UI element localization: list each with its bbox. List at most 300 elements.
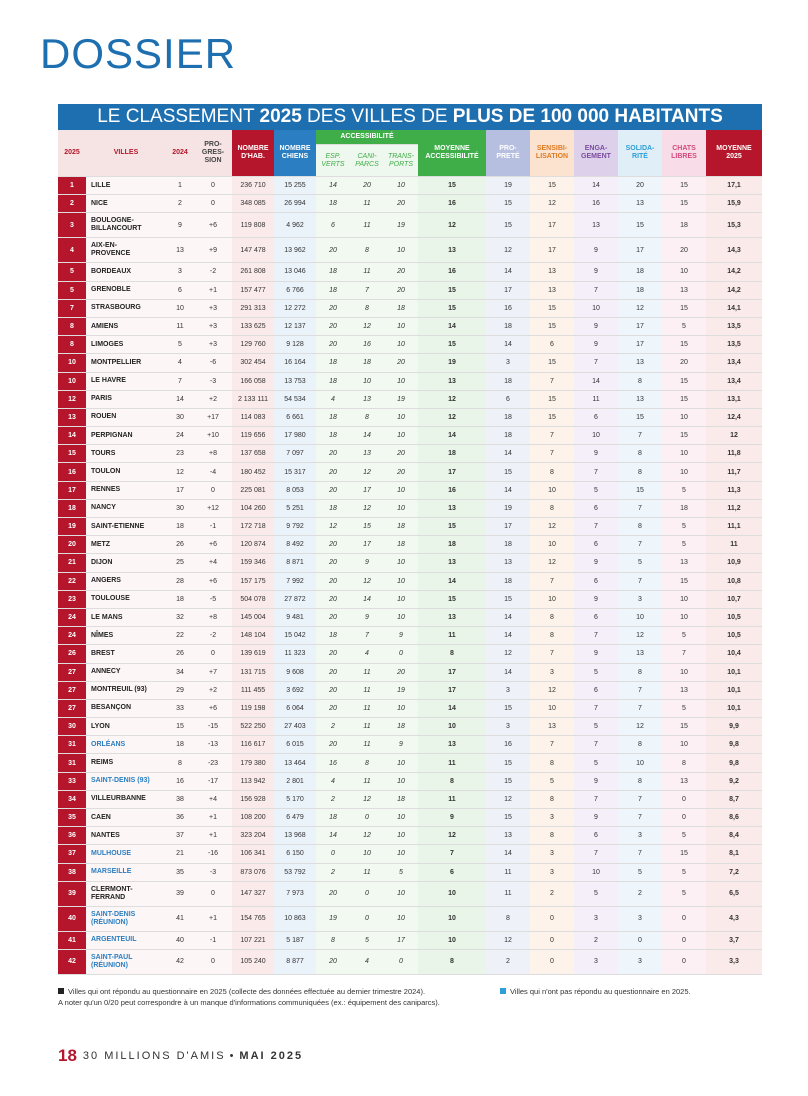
table-row [58,238,762,263]
moyenne-accessibilite-cell: 18 [418,536,486,554]
moyenne-accessibilite-cell: 11 [418,754,486,772]
solidarite-cell: 7 [618,499,662,517]
city-cell: PARIS [86,390,166,408]
proprete-cell: 8 [486,906,530,931]
moyenne-accessibilite-cell: 8 [418,949,486,974]
chiens-cell: 9 792 [274,518,316,536]
chats-libres-cell: 5 [662,627,706,645]
rank-cell: 42 [58,949,86,974]
caniparcs-cell: 12 [350,499,384,517]
rank-cell: 12 [58,390,86,408]
progression-cell: +2 [194,390,232,408]
moyenne-2025-cell: 11,1 [706,518,762,536]
banner-year: 2025 [259,106,302,127]
progression-cell: -23 [194,754,232,772]
transports-cell: 10 [384,572,418,590]
esp-verts-cell: 6 [316,213,350,238]
solidarite-cell: 8 [618,445,662,463]
progression-cell: +7 [194,663,232,681]
chats-libres-cell: 13 [662,281,706,299]
rank-2024-cell: 8 [166,754,194,772]
city-cell: AMIENS [86,317,166,335]
sensibilisation-cell: 3 [530,663,574,681]
transports-cell: 10 [384,427,418,445]
sensibilisation-cell: 15 [530,354,574,372]
caniparcs-cell: 9 [350,554,384,572]
solidarite-cell: 5 [618,554,662,572]
city-cell: LE HAVRE [86,372,166,390]
sensibilisation-cell: 10 [530,536,574,554]
habitants-cell: 236 710 [232,177,274,195]
caniparcs-cell: 18 [350,354,384,372]
progression-cell: -3 [194,863,232,881]
rank-2024-cell: 26 [166,645,194,663]
solidarite-cell: 13 [618,354,662,372]
progression-cell: -15 [194,718,232,736]
moyenne-accessibilite-cell: 11 [418,627,486,645]
sensibilisation-cell: 6 [530,336,574,354]
progression-cell: -6 [194,354,232,372]
transports-cell: 10 [384,336,418,354]
solidarite-cell: 3 [618,906,662,931]
proprete-cell: 12 [486,238,530,263]
esp-verts-cell: 20 [316,663,350,681]
moyenne-2025-cell: 13,4 [706,354,762,372]
chiens-cell: 15 255 [274,177,316,195]
caniparcs-cell: 0 [350,881,384,906]
chats-libres-cell: 15 [662,718,706,736]
table-row [58,336,762,354]
esp-verts-cell: 20 [316,445,350,463]
rank-cell: 27 [58,681,86,699]
habitants-cell: 2 133 111 [232,390,274,408]
table-row [58,554,762,572]
moyenne-2025-cell: 11,7 [706,463,762,481]
proprete-cell: 6 [486,390,530,408]
table-row [58,931,762,949]
chats-libres-cell: 15 [662,572,706,590]
esp-verts-cell: 2 [316,863,350,881]
caniparcs-cell: 11 [350,663,384,681]
chats-libres-cell: 15 [662,195,706,213]
chats-libres-cell: 10 [662,263,706,281]
rank-2024-cell: 38 [166,790,194,808]
solidarite-cell: 8 [618,772,662,790]
chiens-cell: 13 753 [274,372,316,390]
city-cell: LIMOGES [86,336,166,354]
chiens-cell: 13 046 [274,263,316,281]
rank-2024-cell: 17 [166,481,194,499]
esp-verts-cell: 20 [316,949,350,974]
progression-cell: -3 [194,372,232,390]
habitants-cell: 119 656 [232,427,274,445]
table-row [58,881,762,906]
moyenne-2025-cell: 10,9 [706,554,762,572]
solidarite-cell: 2 [618,881,662,906]
transports-cell: 19 [384,681,418,699]
chiens-cell: 8 053 [274,481,316,499]
sensibilisation-cell: 15 [530,177,574,195]
sensibilisation-cell: 8 [530,463,574,481]
rank-cell: 24 [58,608,86,626]
engagement-cell: 7 [574,463,618,481]
chats-libres-cell: 5 [662,481,706,499]
transports-cell: 18 [384,518,418,536]
rank-2024-cell: 18 [166,518,194,536]
moyenne-2025-cell: 11,2 [706,499,762,517]
solidarite-cell: 15 [618,481,662,499]
engagement-cell: 5 [574,663,618,681]
moyenne-accessibilite-cell: 10 [418,881,486,906]
city-cell: PERPIGNAN [86,427,166,445]
engagement-cell: 9 [574,263,618,281]
sensibilisation-cell: 15 [530,408,574,426]
proprete-cell: 14 [486,845,530,863]
proprete-cell: 14 [486,336,530,354]
table-row [58,949,762,974]
city-cell: TOURS [86,445,166,463]
solidarite-cell: 17 [618,317,662,335]
sensibilisation-cell: 3 [530,845,574,863]
rank-cell: 31 [58,736,86,754]
engagement-cell: 6 [574,827,618,845]
habitants-cell: 291 313 [232,299,274,317]
chiens-cell: 16 164 [274,354,316,372]
rank-cell: 37 [58,845,86,863]
moyenne-accessibilite-cell: 13 [418,554,486,572]
solidarite-cell: 7 [618,427,662,445]
city-cell: BORDEAUX [86,263,166,281]
solidarite-cell: 7 [618,845,662,863]
transports-cell: 18 [384,790,418,808]
moyenne-accessibilite-cell: 10 [418,931,486,949]
rank-2024-cell: 4 [166,354,194,372]
rank-cell: 41 [58,931,86,949]
chiens-cell: 11 323 [274,645,316,663]
solidarite-cell: 5 [618,863,662,881]
sensibilisation-cell: 15 [530,390,574,408]
sensibilisation-cell: 7 [530,736,574,754]
moyenne-2025-cell: 10,1 [706,681,762,699]
progression-cell: +6 [194,572,232,590]
table-row [58,263,762,281]
caniparcs-cell: 8 [350,754,384,772]
moyenne-accessibilite-cell: 9 [418,809,486,827]
progression-cell: -4 [194,463,232,481]
proprete-cell: 15 [486,754,530,772]
rank-2024-cell: 12 [166,463,194,481]
habitants-cell: 157 175 [232,572,274,590]
city-cell: AIX-EN- PROVENCE [86,238,166,263]
esp-verts-cell: 20 [316,590,350,608]
engagement-cell: 6 [574,536,618,554]
engagement-cell: 7 [574,627,618,645]
caniparcs-cell: 12 [350,317,384,335]
chiens-cell: 13 962 [274,238,316,263]
transports-cell: 20 [384,463,418,481]
rank-cell: 27 [58,663,86,681]
sensibilisation-cell: 2 [530,881,574,906]
chats-libres-cell: 20 [662,354,706,372]
moyenne-accessibilite-cell: 15 [418,299,486,317]
chiens-cell: 3 692 [274,681,316,699]
ranking-rows [58,177,762,975]
chiens-cell: 10 863 [274,906,316,931]
moyenne-2025-cell: 10,5 [706,608,762,626]
sensibilisation-cell: 8 [530,790,574,808]
progression-cell: +1 [194,827,232,845]
table-row [58,299,762,317]
chats-libres-cell: 15 [662,299,706,317]
sensibilisation-cell: 8 [530,827,574,845]
solidarite-cell: 12 [618,299,662,317]
rank-2024-cell: 32 [166,608,194,626]
table-row [58,754,762,772]
rank-2024-cell: 23 [166,445,194,463]
chats-libres-cell: 15 [662,177,706,195]
table-row [58,427,762,445]
chiens-cell: 9 128 [274,336,316,354]
esp-verts-cell: 20 [316,317,350,335]
habitants-cell: 113 942 [232,772,274,790]
engagement-cell: 16 [574,195,618,213]
caniparcs-cell: 16 [350,336,384,354]
city-cell: LILLE [86,177,166,195]
city-cell: METZ [86,536,166,554]
moyenne-2025-cell: 14,3 [706,238,762,263]
rank-2024-cell: 15 [166,718,194,736]
sensibilisation-cell: 7 [530,645,574,663]
habitants-cell: 302 454 [232,354,274,372]
city-cell: CLERMONT- FERRAND [86,881,166,906]
sensibilisation-cell: 17 [530,238,574,263]
sensibilisation-cell: 12 [530,681,574,699]
engagement-cell: 9 [574,336,618,354]
sensibilisation-cell: 3 [530,863,574,881]
caniparcs-cell: 14 [350,427,384,445]
moyenne-accessibilite-cell: 13 [418,499,486,517]
rank-2024-cell: 18 [166,590,194,608]
habitants-cell: 129 760 [232,336,274,354]
esp-verts-cell: 18 [316,263,350,281]
moyenne-2025-cell: 13,5 [706,317,762,335]
table-row [58,627,762,645]
rank-cell: 2 [58,195,86,213]
moyenne-accessibilite-cell: 6 [418,863,486,881]
rank-cell: 40 [58,906,86,931]
solidarite-cell: 0 [618,931,662,949]
esp-verts-cell: 18 [316,499,350,517]
city-cell: BESANÇON [86,699,166,717]
chats-libres-cell: 5 [662,863,706,881]
rank-cell: 35 [58,809,86,827]
proprete-cell: 15 [486,195,530,213]
table-row [58,736,762,754]
table-row [58,663,762,681]
solidarite-cell: 8 [618,736,662,754]
table-row [58,518,762,536]
transports-cell: 10 [384,372,418,390]
chiens-cell: 26 994 [274,195,316,213]
solidarite-cell: 8 [618,372,662,390]
city-cell: ANNECY [86,663,166,681]
transports-cell: 5 [384,863,418,881]
transports-cell: 19 [384,390,418,408]
rank-2024-cell: 21 [166,845,194,863]
moyenne-2025-cell: 10,8 [706,572,762,590]
caniparcs-cell: 11 [350,699,384,717]
transports-cell: 9 [384,736,418,754]
moyenne-2025-cell: 12 [706,427,762,445]
esp-verts-cell: 20 [316,299,350,317]
proprete-cell: 14 [486,663,530,681]
transports-cell: 10 [384,827,418,845]
table-row [58,317,762,335]
esp-verts-cell: 4 [316,390,350,408]
chiens-cell: 27 403 [274,718,316,736]
sensibilisation-cell: 7 [530,372,574,390]
chiens-cell: 6 479 [274,809,316,827]
engagement-cell: 5 [574,754,618,772]
chiens-cell: 12 137 [274,317,316,335]
progression-cell: 0 [194,881,232,906]
transports-cell: 18 [384,718,418,736]
city-cell: ARGENTEUIL [86,931,166,949]
city-cell: SAINT-DENIS (93) [86,772,166,790]
esp-verts-cell: 2 [316,718,350,736]
chiens-cell: 5 170 [274,790,316,808]
caniparcs-cell: 11 [350,736,384,754]
habitants-cell: 119 808 [232,213,274,238]
caniparcs-cell: 4 [350,645,384,663]
chiens-cell: 13 464 [274,754,316,772]
solidarite-cell: 17 [618,336,662,354]
transports-cell: 10 [384,499,418,517]
esp-verts-cell: 18 [316,354,350,372]
esp-verts-cell: 20 [316,736,350,754]
transports-cell: 10 [384,608,418,626]
moyenne-accessibilite-cell: 13 [418,736,486,754]
sensibilisation-cell: 10 [530,590,574,608]
chats-libres-cell: 15 [662,845,706,863]
solidarite-cell: 20 [618,177,662,195]
engagement-cell: 9 [574,645,618,663]
caniparcs-cell: 8 [350,299,384,317]
table-row [58,845,762,863]
moyenne-accessibilite-cell: 19 [418,354,486,372]
transports-cell: 10 [384,554,418,572]
progression-cell: +1 [194,906,232,931]
esp-verts-cell: 18 [316,809,350,827]
header-moyenne-2025: MOYENNE 2025 [706,130,762,177]
habitants-cell: 107 221 [232,931,274,949]
rank-cell: 39 [58,881,86,906]
transports-cell: 10 [384,772,418,790]
engagement-cell: 7 [574,354,618,372]
rank-cell: 16 [58,463,86,481]
engagement-cell: 6 [574,608,618,626]
sensibilisation-cell: 10 [530,481,574,499]
moyenne-accessibilite-cell: 15 [418,281,486,299]
moyenne-2025-cell: 3,3 [706,949,762,974]
header-engagement: ENGA- GEMENT [574,130,618,177]
rank-2024-cell: 41 [166,906,194,931]
caniparcs-cell: 11 [350,772,384,790]
moyenne-accessibilite-cell: 8 [418,772,486,790]
solidarite-cell: 12 [618,718,662,736]
progression-cell: +8 [194,445,232,463]
progression-cell: 0 [194,195,232,213]
solidarite-cell: 10 [618,608,662,626]
chats-libres-cell: 5 [662,699,706,717]
sensibilisation-cell: 13 [530,281,574,299]
moyenne-accessibilite-cell: 17 [418,681,486,699]
table-row [58,681,762,699]
caniparcs-cell: 10 [350,845,384,863]
rank-2024-cell: 25 [166,554,194,572]
rank-2024-cell: 33 [166,699,194,717]
moyenne-2025-cell: 12,4 [706,408,762,426]
habitants-cell: 120 874 [232,536,274,554]
rank-cell: 10 [58,354,86,372]
table-row [58,281,762,299]
engagement-cell: 9 [574,772,618,790]
habitants-cell: 348 085 [232,195,274,213]
rank-2024-cell: 29 [166,681,194,699]
progression-cell: 0 [194,481,232,499]
header-villes: VILLES [86,130,166,177]
esp-verts-cell: 2 [316,790,350,808]
caniparcs-cell: 15 [350,518,384,536]
sensibilisation-cell: 8 [530,499,574,517]
engagement-cell: 14 [574,372,618,390]
proprete-cell: 18 [486,427,530,445]
table-row [58,536,762,554]
engagement-cell: 6 [574,572,618,590]
city-cell: BREST [86,645,166,663]
city-cell: SAINT-ETIENNE [86,518,166,536]
habitants-cell: 157 477 [232,281,274,299]
city-cell: ROUEN [86,408,166,426]
solidarite-cell: 8 [618,663,662,681]
progression-cell: +8 [194,608,232,626]
caniparcs-cell: 7 [350,627,384,645]
table-row [58,590,762,608]
moyenne-accessibilite-cell: 18 [418,445,486,463]
moyenne-accessibilite-cell: 14 [418,699,486,717]
city-cell: MONTREUIL (93) [86,681,166,699]
engagement-cell: 6 [574,408,618,426]
esp-verts-cell: 19 [316,906,350,931]
moyenne-2025-cell: 13,1 [706,390,762,408]
engagement-cell: 9 [574,809,618,827]
progression-cell: -13 [194,736,232,754]
esp-verts-cell: 14 [316,177,350,195]
caniparcs-cell: 11 [350,195,384,213]
moyenne-2025-cell: 9,2 [706,772,762,790]
solidarite-cell: 10 [618,754,662,772]
moyenne-2025-cell: 8,6 [706,809,762,827]
legend-responded [58,986,478,1008]
transports-cell: 0 [384,949,418,974]
solidarite-cell: 7 [618,681,662,699]
moyenne-accessibilite-cell: 17 [418,463,486,481]
solidarite-cell: 15 [618,213,662,238]
banner-prefix: LE CLASSEMENT [97,106,260,127]
header-accessibilite: ACCESSIBILITÉ [316,130,418,145]
moyenne-accessibilite-cell: 13 [418,608,486,626]
proprete-cell: 14 [486,627,530,645]
